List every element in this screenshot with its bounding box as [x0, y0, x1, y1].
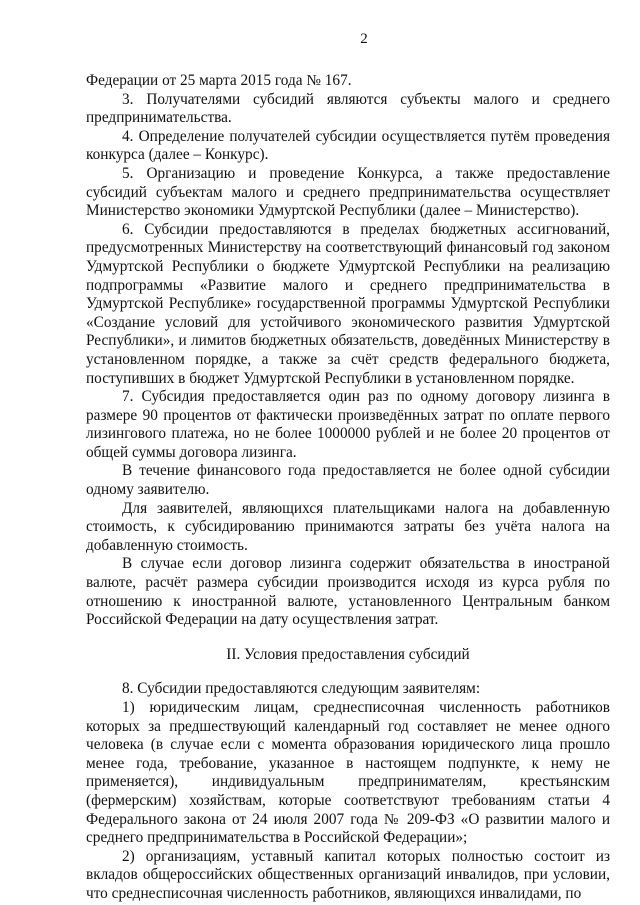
paragraph: В случае если договор лизинга содержит обязательства в иностраной валюте, расчёт размера субсидии производится исходя из курса рубля по отношению к иностранной валюте, установленного Центральным банком Российской Федерации на дату осуществления затрат. [86, 555, 610, 629]
paragraph: 1) юридическим лицам, среднесписочная численность работников которых за предшествующий календарный год составляет не менее одного человека (в случае если с момента образования юридического лица прошло менее года, требование, указанное в настоящем подпункте, к нему не применяется), индивидуальным предпринимателям, крестьянским (фермерским) хозяйствам, которые соответствуют требованиям статьи 4 Федерального закона от 24 июля 2007 года № 209-ФЗ «О развитии малого и среднего предпринимательства в Российской Федерации»; [86, 699, 610, 847]
body-text-after-heading [86, 680, 610, 903]
paragraph: 2) организациям, уставный капитал которых полностью состоит из вкладов общероссийских общественных организаций инвалидов, при условии, что среднесписочная численность работников, являющихся инвалидами, по [86, 847, 610, 902]
paragraph: В течение финансового года предоставляется не более одной субсидии одному заявителю. [86, 462, 610, 499]
body-text-before-heading [86, 72, 610, 630]
paragraph: 6. Субсидии предоставляются в пределах бюджетных ассигнований, предусмотренных Министерству на соответствующий финансовый год законом Удмуртской Республики о бюджете Удмуртской Республики на реализацию подпрограммы «Развитие малого и среднего предпринимательства в Удмуртской Республике» государственной программы Удмуртской Республики «Создание условий для устойчивого экономического развития Удмуртской Республики», и лимитов бюджетных обязательств, доведённых Министерству в установленном порядке, а также за счёт средств федерального бюджета, поступивших в бюджет Удмуртской Республики в установленном порядке. [86, 220, 610, 387]
page-number: 2 [360, 31, 368, 47]
paragraph: Федерации от 25 марта 2015 года № 167. [86, 72, 352, 89]
paragraph: 7. Субсидия предоставляется один раз по одному договору лизинга в размере 90 процентов от фактически произведённых затрат по оплате первого лизингового платежа, но не более 1000000 рублей и не более 20 процентов от общей суммы договора лизинга. [86, 388, 610, 461]
paragraph: 5. Организацию и проведение Конкурса, а также предоставление субсидий субъектам малого и среднего предпринимательства осуществляет Министерство экономики Удмуртской Республики (далее – Министерство). [86, 164, 610, 220]
paragraph: 4. Определение получателей субсидии осуществляется путём проведения конкурса (далее – Конкурс). [86, 127, 610, 164]
paragraph: 3. Получателями субсидий являются субъекты малого и среднего предпринимательства. [86, 90, 610, 127]
paragraph: Для заявителей, являющихся плательщиками налога на добавленную стоимость, к субсидированию принимаются затраты без учёта налога на добавленную стоимость. [86, 499, 610, 554]
section-heading: II. Условия предоставления субсидий [226, 645, 470, 663]
paragraph: 8. Субсидии предоставляются следующим заявителям: [122, 680, 481, 698]
